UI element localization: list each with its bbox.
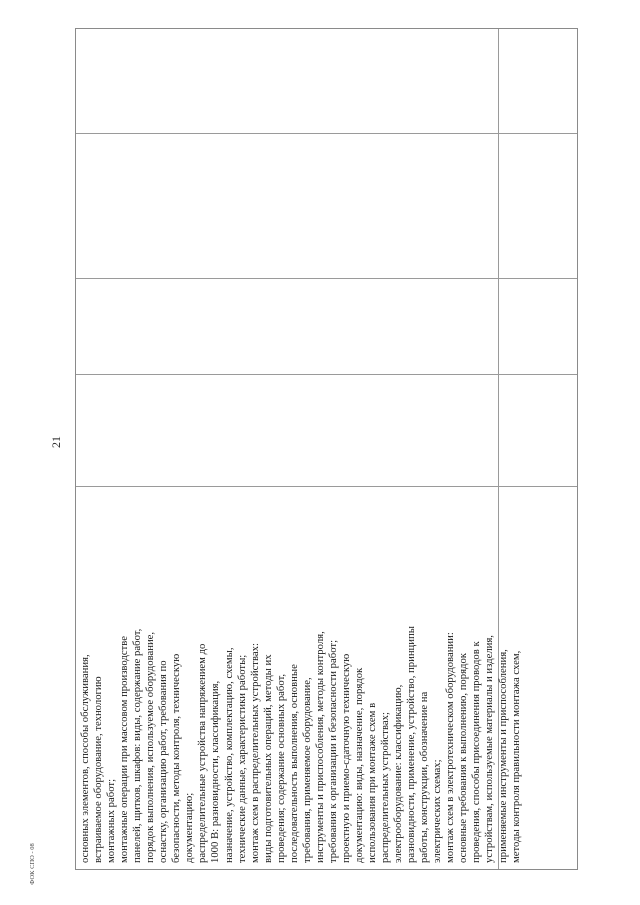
content-text (75, 485, 578, 870)
content-line: монтаж схем в распределительных устройствах: (248, 643, 261, 863)
content-line: основные требования к выполнению, порядок (457, 653, 470, 863)
content-line: 1000 В: разновидности, классификация, (209, 680, 222, 863)
content-line: документацию: виды, назначение, порядок (352, 667, 365, 863)
content-line: виды подготовительных операций, методы их (261, 654, 274, 863)
content-line: проведения; содержание основных работ, (274, 673, 287, 863)
content-line: монтажные операции при массовом производстве (118, 636, 131, 863)
content-line: проектную и приемо-сдаточную техническую (339, 653, 352, 863)
table-content-cell (75, 485, 578, 870)
content-line: требования к организации и безопасности работ; (326, 639, 339, 863)
content-line: распределительные устройства напряжением до (196, 643, 209, 863)
content-line: встраиваемое оборудование, технологию (92, 676, 105, 863)
content-line: проведения, способы присоединения проводов к (470, 641, 483, 863)
content-line: разновидности, применение, устройство, принципы (405, 626, 418, 863)
content-line: назначение, устройство, комплектацию, схемы, (222, 647, 235, 863)
content-line: распределительных устройствах; (379, 712, 392, 863)
content-line: применяемые инструменты и приспособления, (496, 649, 509, 863)
content-line: инструменты и приспособления, методы контроля, (313, 631, 326, 863)
row-divider (76, 133, 577, 134)
content-line: электрооборудование: классификацию, (392, 684, 405, 863)
content-line: порядок выполнения, используемое оборудование, (144, 631, 157, 863)
content-line: использования при монтаже схем в (366, 702, 379, 863)
content-line: панелей, щитков, шкафов: виды, содержание работ, (131, 628, 144, 863)
content-line: методы контроля правильности монтажа схем, (509, 650, 522, 863)
form-code: ФОК СПО - 08 (29, 843, 36, 885)
page-number: 21 (49, 436, 63, 448)
content-line: технические данные, характеристики работы; (235, 654, 248, 863)
content-line: работы, конструкции, обозначение на (418, 691, 431, 863)
content-line: монтаж схем в электротехническом оборудовании: (444, 632, 457, 863)
content-line: требования, применяемое оборудование, (300, 677, 313, 863)
content-line: документацию; (183, 792, 196, 863)
content-line: безопасности, методы контроля, техническую (170, 653, 183, 863)
content-line: оснастку, организацию работ, требования по (157, 660, 170, 863)
content-line: монтажных работ; (105, 778, 118, 863)
content-line: последовательность выполнения, основные (287, 664, 300, 863)
content-line: устройствам, используемые материалы и изделия, (483, 635, 496, 863)
content-line: электрических схемах; (431, 759, 444, 863)
row-divider (76, 374, 577, 375)
row-divider (76, 278, 577, 279)
content-line: основных элементов, способы обслуживания, (79, 654, 91, 863)
